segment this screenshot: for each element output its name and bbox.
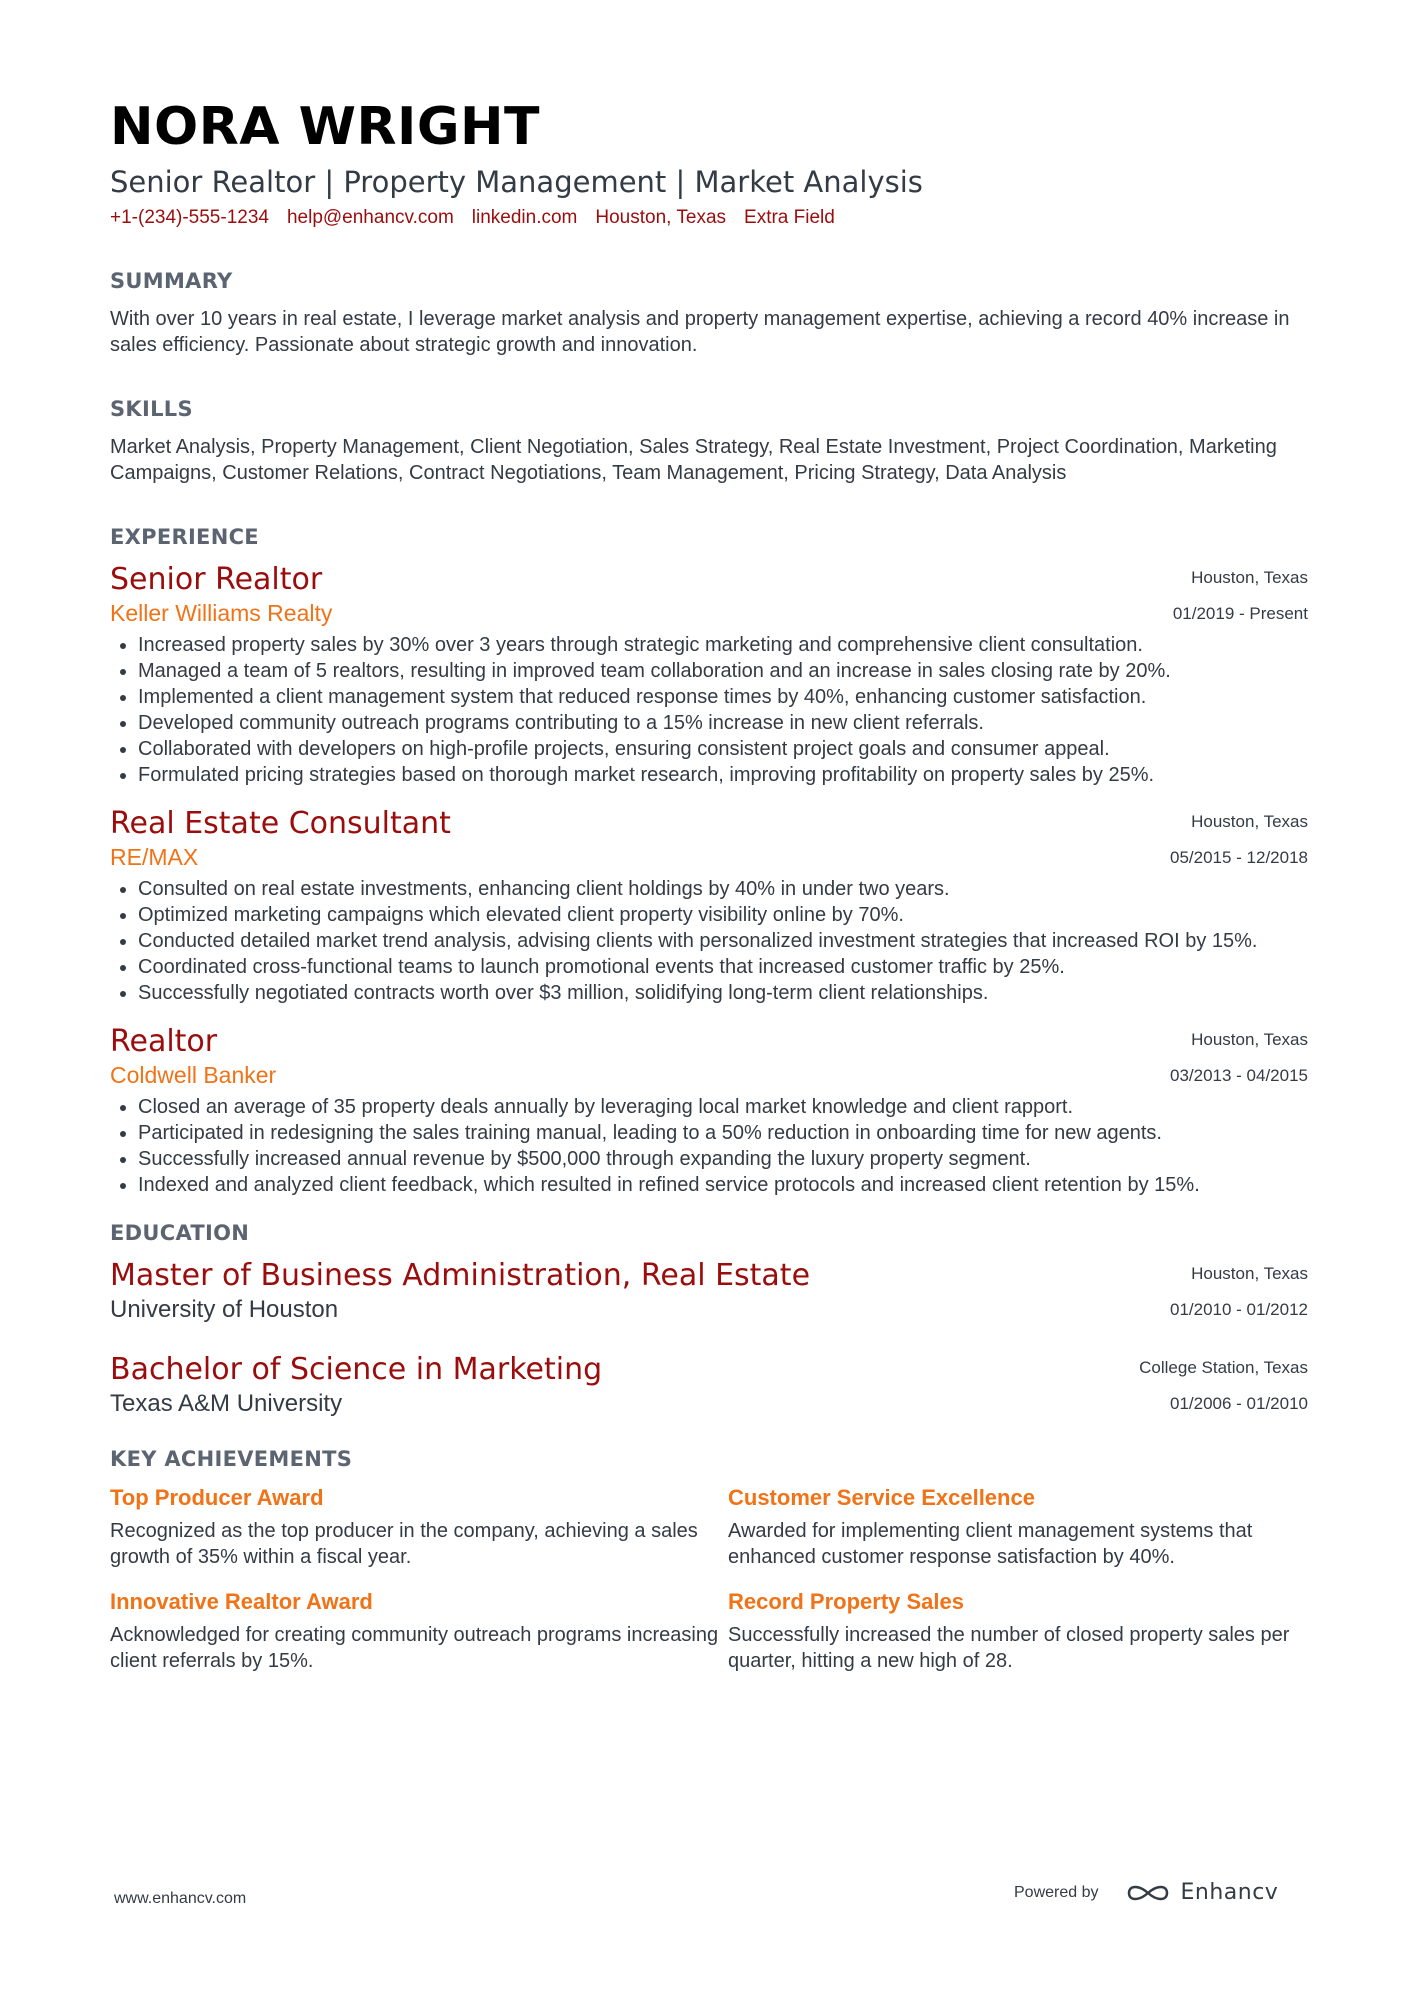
bullet-item: • Implemented a client management system that reduced response times by 40%, enhancing customer satisfaction. (138, 684, 1308, 710)
linkedin-link[interactable]: linkedin.com (471, 207, 578, 228)
school: University of Houston (110, 1296, 339, 1323)
education-dates: 01/2010 - 01/2012 (1169, 1300, 1308, 1319)
bullet-item: • Managed a team of 5 realtors, resulting in improved team collaboration and an increase in sales closing rate by 20%. (138, 658, 1308, 684)
achievements-grid (110, 1484, 1308, 1674)
bullet-item: • Successfully increased annual revenue by $500,000 through expanding the luxury property segment. (138, 1146, 1308, 1172)
section-title: EXPERIENCE (110, 525, 259, 549)
email[interactable]: help@enhancv.com (286, 207, 454, 228)
bullet-item: • Optimized marketing campaigns which elevated client property visibility online by 70%. (138, 902, 1308, 928)
candidate-name: NORA WRIGHT (110, 97, 541, 157)
powered-by-label: Powered by (1014, 1883, 1099, 1901)
extra-field: Extra Field (744, 207, 835, 228)
job-title: Senior Realtor (110, 562, 323, 597)
job-title: Realtor (110, 1024, 218, 1059)
bullet-item: • Developed community outreach programs contributing to a 15% increase in new client referrals. (138, 710, 1308, 736)
job-bullets (110, 1094, 1308, 1198)
job-entry (110, 1024, 1308, 1198)
enhancv-logo-icon (1125, 1881, 1171, 1905)
school: Texas A&M University (110, 1390, 343, 1417)
footer-website-link[interactable]: www.enhancv.com (114, 1890, 247, 1907)
achievement-item (110, 1588, 728, 1674)
job-entry (110, 562, 1308, 788)
achievement-title: Innovative Realtor Award (110, 1589, 373, 1614)
bullet-item: • Successfully negotiated contracts worth over $3 million, solidifying long-term client relationships. (138, 980, 1308, 1006)
job-bullets (110, 876, 1308, 1006)
headline: Senior Realtor | Property Management | Market Analysis (110, 165, 923, 199)
job-location: Houston, Texas (1191, 568, 1308, 587)
bullet-item: • Consulted on real estate investments, enhancing client holdings by 40% in under two years. (138, 876, 1308, 902)
bullet-item: • Coordinated cross-functional teams to launch promotional events that increased customer traffic by 25%. (138, 954, 1308, 980)
education-entry (110, 1258, 1308, 1326)
achievement-description: Acknowledged for creating community outreach programs increasing client referrals by 15%. (110, 1624, 719, 1672)
job-bullets (110, 632, 1308, 788)
achievement-description: Awarded for implementing client management systems that enhanced customer response satisfaction by 40%. (728, 1520, 1253, 1568)
job-dates: 05/2015 - 12/2018 (1169, 848, 1308, 867)
job-location: Houston, Texas (1191, 812, 1308, 831)
skills-section (110, 396, 1308, 486)
achievements-section (110, 1446, 1308, 1674)
experience-section (110, 524, 1308, 1198)
bullet-item: • Formulated pricing strategies based on thorough market research, improving profitability on property sales by 25%. (138, 762, 1308, 788)
achievement-title: Top Producer Award (110, 1485, 324, 1510)
section-title: EDUCATION (110, 1221, 250, 1245)
achievement-item (728, 1588, 1308, 1674)
summary-text: With over 10 years in real estate, I leverage market analysis and property management expertise, achieving a record 40% increase in sales efficiency. Passionate about strategic growth and innovation. (110, 308, 1290, 356)
education-location: College Station, Texas (1139, 1358, 1308, 1377)
bullet-item: • Closed an average of 35 property deals annually by leveraging local market knowledge and client rapport. (138, 1094, 1308, 1120)
contact-info (110, 206, 1308, 230)
achievement-item (110, 1484, 728, 1570)
job-dates: 01/2019 - Present (1172, 604, 1308, 623)
footer-branding (1014, 1880, 1278, 1905)
achievement-title: Record Property Sales (728, 1589, 964, 1614)
education-entry (110, 1352, 1308, 1420)
bullet-item: • Participated in redesigning the sales training manual, leading to a 50% reduction in onboarding time for new agents. (138, 1120, 1308, 1146)
job-dates: 03/2013 - 04/2015 (1169, 1066, 1308, 1085)
degree: Bachelor of Science in Marketing (110, 1352, 603, 1387)
phone[interactable]: +1-(234)-555-1234 (110, 207, 269, 228)
achievement-description: Recognized as the top producer in the company, achieving a sales growth of 35% within a fiscal year. (110, 1520, 698, 1568)
company-name: Keller Williams Realty (110, 600, 333, 626)
bullet-item: • Conducted detailed market trend analysis, advising clients with personalized investment strategies that increased ROI by 15%. (138, 928, 1308, 954)
bullet-item: • Collaborated with developers on high-profile projects, ensuring consistent project goals and consumer appeal. (138, 736, 1308, 762)
education-dates: 01/2006 - 01/2010 (1169, 1394, 1308, 1413)
section-title: KEY ACHIEVEMENTS (110, 1447, 353, 1471)
enhancv-brand-name[interactable]: Enhancv (1180, 1880, 1279, 1905)
company-name: RE/MAX (110, 844, 199, 870)
location: Houston, Texas (595, 207, 727, 228)
bullet-item: • Increased property sales by 30% over 3 years through strategic marketing and comprehensive client consultation. (138, 632, 1308, 658)
section-title: SKILLS (110, 397, 193, 421)
summary-section (110, 268, 1308, 358)
resume-page (110, 96, 1308, 1674)
achievement-item (728, 1484, 1308, 1570)
company-name: Coldwell Banker (110, 1062, 277, 1088)
skills-text: Market Analysis, Property Management, Client Negotiation, Sales Strategy, Real Estate Investment, Project Coordination, Marketing Campaigns, Customer Relations, Contract Negotiations, Team Management, Pricing Strategy, Data Analysis (110, 436, 1277, 484)
education-location: Houston, Texas (1191, 1264, 1308, 1283)
achievement-description: Successfully increased the number of closed property sales per quarter, hitting a new high of 28. (728, 1624, 1290, 1672)
bullet-item: • Indexed and analyzed client feedback, which resulted in refined service protocols and increased client retention by 15%. (138, 1172, 1308, 1198)
job-entry (110, 806, 1308, 1006)
degree: Master of Business Administration, Real Estate (110, 1258, 811, 1293)
section-title: SUMMARY (110, 269, 233, 293)
job-title: Real Estate Consultant (110, 806, 451, 841)
job-location: Houston, Texas (1191, 1030, 1308, 1049)
education-section (110, 1220, 1308, 1420)
achievement-title: Customer Service Excellence (728, 1485, 1035, 1510)
